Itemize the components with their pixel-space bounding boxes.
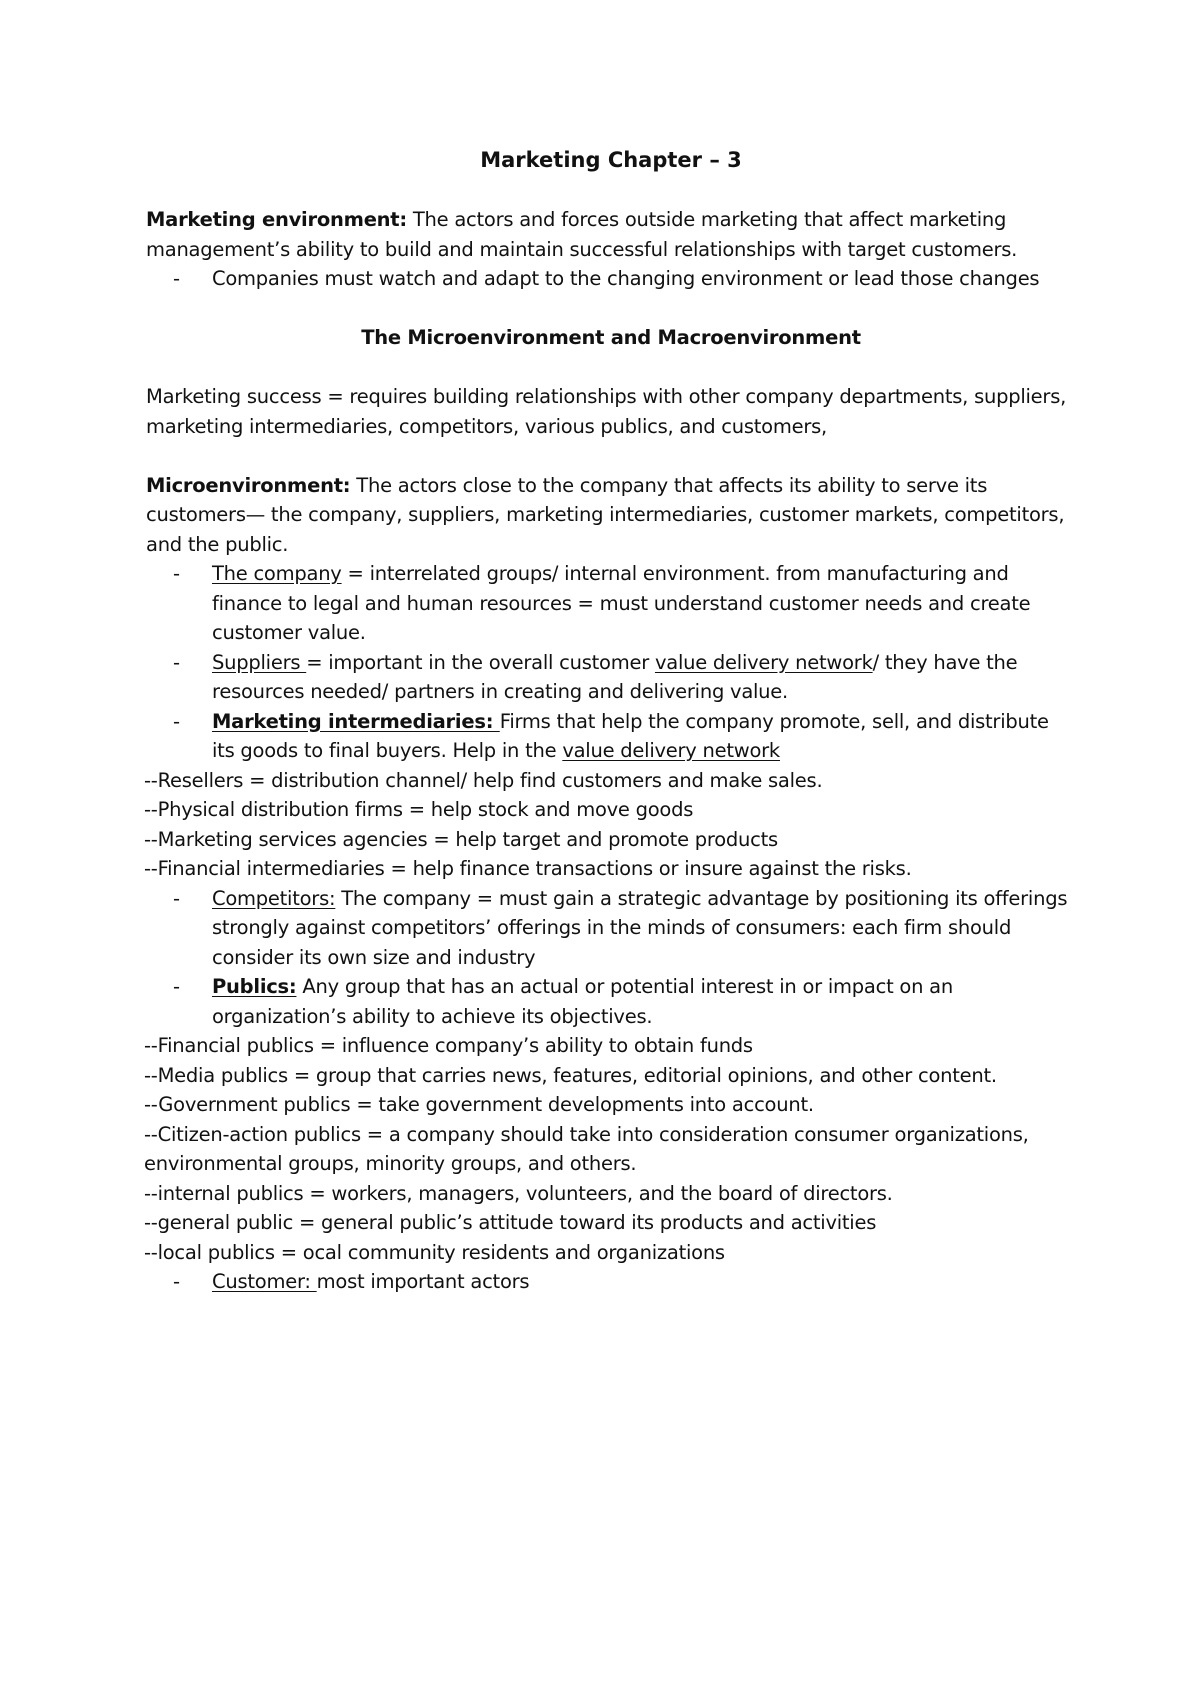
section-heading: The Microenvironment and Macroenvironment — [361, 326, 861, 349]
bullet-text: = important in the overall customer — [306, 650, 655, 674]
bullet-publics — [146, 972, 1076, 1031]
sub-item: --Government publics = take government developments into account. — [144, 1093, 814, 1116]
sub-item: --general public = general public’s attitude toward its products and activities — [144, 1211, 877, 1234]
sub-item: --Resellers = distribution channel/ help find customers and make sales. — [144, 768, 823, 792]
bullet-dash: - — [173, 267, 180, 290]
bullet-text: most important actors — [316, 1270, 530, 1293]
sub-item: --Media publics = group that carries news, features, editorial opinions, and other content. — [144, 1063, 997, 1087]
definition-text: The actors close to the company that affects its ability to serve its customers— the company, suppliers, marketing intermediaries, customer markets, competitors, and the public. — [146, 473, 1065, 556]
sub-item: --local publics = ocal community residents and organizations — [144, 1240, 725, 1264]
bullet-customer — [146, 1267, 1076, 1297]
sub-item: --internal publics = workers, managers, volunteers, and the board of directors. — [144, 1181, 893, 1205]
sub-item: --Financial publics = influence company’s ability to obtain funds — [144, 1034, 753, 1057]
bullet-dash: - — [173, 1270, 180, 1293]
term-microenvironment: Microenvironment: — [146, 473, 351, 497]
bullet-competitors — [146, 884, 1076, 973]
value-delivery-network-term: value delivery network — [654, 650, 873, 674]
term-competitors: Competitors: — [212, 886, 336, 910]
bullet-dash: - — [173, 886, 180, 910]
bullet-dash: - — [173, 975, 180, 998]
term-marketing-environment: Marketing environment: — [146, 208, 407, 231]
sub-item: --Citizen-action publics = a company should take into consideration consumer organizations, environmental groups, minority groups, and others. — [144, 1122, 1029, 1175]
marketing-environment-definition — [146, 205, 1076, 264]
bullet-text: / they have the resources needed/ partners in creating and delivering value. — [212, 650, 1018, 703]
bullet-text: Companies must watch and adapt to the changing environment or lead those changes — [212, 267, 1040, 290]
term-customer: Customer: — [212, 1270, 317, 1293]
bullet-suppliers — [146, 648, 1076, 707]
term-marketing-intermediaries: Marketing intermediaries: — [212, 709, 500, 733]
bullet-text: Any group that has an actual or potential interest in or impact on an organization’s ability to achieve its objectives. — [212, 975, 953, 1028]
microenvironment-definition — [146, 471, 1076, 560]
sub-item: --Marketing services agencies = help target and promote products — [144, 827, 778, 851]
bullet-company — [146, 559, 1076, 648]
bullet-text: Firms that help the company promote, sell, and distribute its goods to final buyers. Help in the — [212, 709, 1049, 762]
value-delivery-network-term: value delivery network — [562, 739, 780, 762]
document-title: Marketing Chapter – 3 — [480, 148, 742, 172]
bullet-text: The company = must gain a strategic advantage by positioning its offerings strongly against competitors’ offerings in the minds of consumers: each firm should consider its own size and industry — [212, 886, 1068, 969]
bullet-adapt — [146, 264, 1076, 294]
document-page — [146, 146, 1076, 1297]
term-company: The company — [212, 562, 342, 585]
bullet-dash: - — [173, 709, 180, 733]
bullet-intermediaries — [146, 707, 1076, 766]
definition-text: The actors and forces outside marketing that affect marketing management’s ability to build and maintain successful relationships with target customers. — [146, 208, 1018, 261]
term-suppliers: Suppliers — [212, 650, 307, 674]
marketing-success-paragraph: Marketing success = requires building relationships with other company departments, suppliers, marketing intermediaries, competitors, various publics, and customers, — [146, 385, 1067, 438]
bullet-dash: - — [173, 650, 180, 674]
bullet-text: = interrelated groups/ internal environment. from manufacturing and finance to legal and human resources = must understand customer needs and create customer value. — [212, 562, 1031, 644]
bullet-dash: - — [173, 562, 180, 585]
sub-item: --Physical distribution firms = help stock and move goods — [144, 798, 694, 821]
sub-item: --Financial intermediaries = help finance transactions or insure against the risks. — [144, 857, 912, 880]
term-publics: Publics: — [212, 975, 297, 998]
